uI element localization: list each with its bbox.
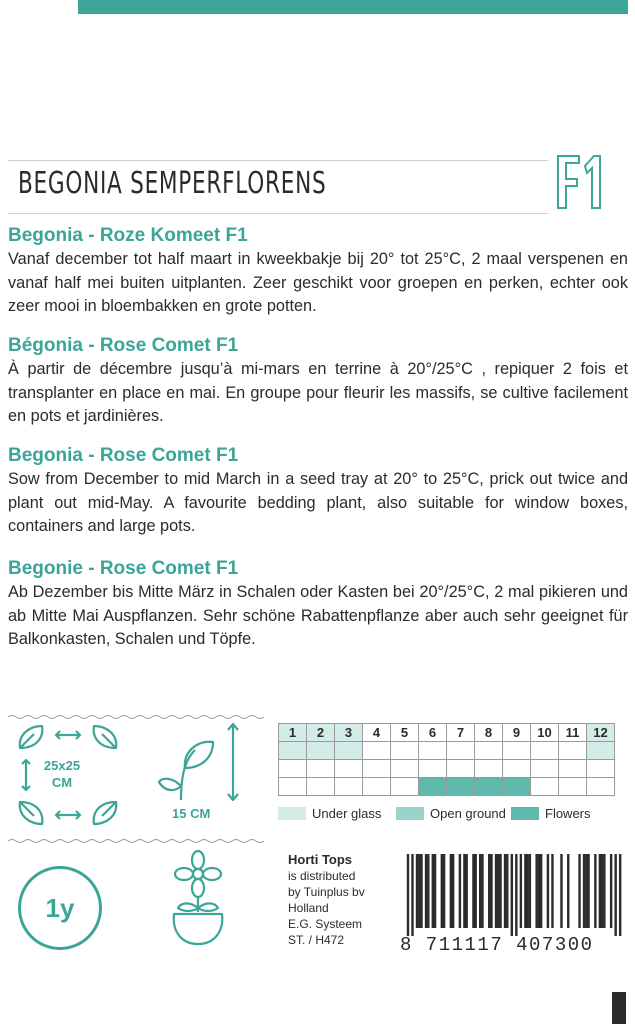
barcode-bar [529, 854, 531, 928]
product-title: BEGONIA SEMPERFLORENS [18, 166, 327, 201]
barcode-bar [472, 854, 474, 928]
barcode-bar [420, 854, 422, 928]
barcode-bar [601, 854, 603, 928]
barcode-bar [441, 854, 443, 928]
barcode-bar [515, 854, 517, 936]
barcode-bar [520, 854, 522, 928]
barcode-bar [585, 854, 587, 928]
section-heading-german: Begonie - Rose Comet F1 [8, 558, 239, 579]
calendar-cell [531, 760, 559, 778]
calendar-cell [307, 742, 335, 760]
barcode-bar [587, 854, 589, 928]
section-body-german: Ab Dezember bis Mitte März in Schalen oder Kasten bei 20°/25°C, 2 mal pikieren und ab Mitte Mai Auspflanzen. Sehr schöne Rabattenpflanze aber auch sehr geeignet für Balkonkasten, Schalen und Töpfe. [8, 583, 628, 648]
barcode-bar [497, 854, 499, 928]
calendar-row [279, 742, 615, 760]
calendar-cell [587, 760, 615, 778]
barcode-bar [443, 854, 445, 928]
calendar-cell [419, 778, 447, 796]
barcode-bar [567, 854, 569, 928]
f1-badge [555, 150, 605, 214]
calendar-cell [363, 760, 391, 778]
spacing-label [40, 757, 84, 791]
barcode-bar [524, 854, 526, 928]
barcode-bar [479, 854, 481, 928]
legend-label-under-glass: Under glass [312, 806, 382, 821]
section-french [8, 334, 628, 429]
barcode-bar [551, 854, 553, 928]
calendar-month-10: 10 [531, 724, 559, 742]
legend-open-ground [396, 806, 506, 821]
barcode-bar [418, 854, 420, 928]
barcode-bar [463, 854, 465, 928]
calendar-cell [419, 742, 447, 760]
barcode-bar [560, 854, 562, 928]
calendar-month-8: 8 [475, 724, 503, 742]
distributor-line: ST. / H472 [288, 933, 345, 947]
barcode-bar [506, 854, 508, 928]
legend-flowers [511, 806, 591, 821]
barcode-bar [610, 854, 612, 928]
calendar-month-1: 1 [279, 724, 307, 742]
barcode-bar [434, 854, 436, 928]
section-heading-french: Bégonia - Rose Comet F1 [8, 335, 239, 356]
barcode-bar [594, 854, 596, 928]
calendar-cell [503, 778, 531, 796]
calendar-cell [335, 760, 363, 778]
calendar-cell [335, 778, 363, 796]
corner-mark [612, 992, 626, 1024]
barcode-bar [459, 854, 461, 928]
calendar-cell [447, 742, 475, 760]
section-dutch [8, 224, 628, 319]
calendar-cell [559, 742, 587, 760]
barcode-bar [481, 854, 483, 928]
calendar-cell [279, 742, 307, 760]
barcode-bar [540, 854, 542, 928]
calendar-cell [335, 742, 363, 760]
barcode-bar [427, 854, 429, 928]
legend-under-glass [278, 806, 381, 821]
legend-swatch-under-glass [278, 807, 306, 820]
calendar-month-9: 9 [503, 724, 531, 742]
barcode-bar [504, 854, 506, 928]
legend-swatch-flowers [511, 807, 539, 820]
barcode-bar [583, 854, 585, 928]
legend-label-open-ground: Open ground [430, 806, 506, 821]
calendar-cell [503, 760, 531, 778]
annual-lifecycle-icon [18, 866, 102, 950]
section-body-french: À partir de décembre jusqu’à mi-mars en terrine à 20°/25°C , repiquer 2 fois et transplanter en place en mai. En groupe pour fleurir les massifs, se cultive facilement en pots et jardinières. [8, 360, 628, 425]
calendar-cell [307, 760, 335, 778]
calendar-cell [419, 760, 447, 778]
flower-pot-icon [158, 850, 238, 950]
distributor-line: Holland [288, 901, 329, 915]
calendar-cell [475, 778, 503, 796]
calendar-cell [587, 778, 615, 796]
calendar-cell [279, 778, 307, 796]
barcode-bar [416, 854, 418, 928]
barcode-bar [407, 854, 409, 936]
barcode-bar [450, 854, 452, 928]
calendar-cell [559, 760, 587, 778]
calendar-cell [503, 742, 531, 760]
distributor-line: by Tuinplus bv [288, 885, 365, 899]
barcode-bar [578, 854, 580, 928]
calendar-month-2: 2 [307, 724, 335, 742]
section-body-dutch: Vanaf december tot half maart in kweekbakje bij 20° tot 25°C, 2 maal verspenen en vanaf half mei buiten uitplanten. Zeer geschikt voor groepen en perken, echter ook zeer mooi in bloembakken en grote potten. [8, 250, 628, 315]
calendar-cell [391, 742, 419, 760]
calendar-cell [475, 760, 503, 778]
legend-label-flowers: Flowers [545, 806, 591, 821]
barcode-bar [535, 854, 537, 928]
distributor-line: E.G. Systeem [288, 917, 363, 931]
barcode-bar [490, 854, 492, 928]
calendar-month-3: 3 [335, 724, 363, 742]
barcode-bar [488, 854, 490, 928]
barcode-bar [538, 854, 540, 928]
barcode-bar [495, 854, 497, 928]
distributor-line: is distributed [288, 869, 356, 883]
barcode-bar [432, 854, 434, 928]
barcode-bar [499, 854, 501, 928]
f1-badge-text: F1 [555, 150, 557, 151]
barcode-bar [599, 854, 601, 928]
barcode-number: 8 711117 407300 [400, 934, 594, 956]
calendar-cell [447, 760, 475, 778]
barcode-bar [619, 854, 621, 936]
top-color-bar [78, 0, 628, 14]
wavy-divider-top [8, 714, 264, 720]
spacing-unit: CM [51, 775, 73, 790]
calendar-month-6: 6 [419, 724, 447, 742]
barcode-bar [511, 854, 513, 936]
distributor-brand: Horti Tops [288, 852, 353, 867]
calendar-month-4: 4 [363, 724, 391, 742]
section-heading-dutch: Begonia - Roze Komeet F1 [8, 225, 248, 246]
barcode-bar [425, 854, 427, 928]
distributor-info [288, 852, 365, 948]
calendar-cell [587, 742, 615, 760]
calendar-cell [447, 778, 475, 796]
barcode-bar [526, 854, 528, 928]
barcode [400, 854, 628, 936]
calendar-cell [279, 760, 307, 778]
calendar-month-row [279, 724, 615, 742]
barcode-bar [603, 854, 605, 928]
barcode-bar [452, 854, 454, 928]
barcode-bar [614, 854, 616, 936]
calendar-row [279, 778, 615, 796]
sowing-calendar [278, 723, 615, 796]
section-body-english: Sow from December to mid March in a seed tray at 20° to 25°C, prick out twice and plant out mid-May. A favourite bedding plant, also suitable for window boxes, containers and large pots. [8, 470, 628, 535]
calendar-cell [531, 742, 559, 760]
calendar-cell [363, 742, 391, 760]
calendar-month-7: 7 [447, 724, 475, 742]
barcode-bar [474, 854, 476, 928]
barcode-bar [411, 854, 413, 936]
barcode-bar [547, 854, 549, 928]
calendar-month-5: 5 [391, 724, 419, 742]
calendar-cell [559, 778, 587, 796]
calendar-row [279, 760, 615, 778]
calendar-cell [363, 778, 391, 796]
calendar-cell [391, 778, 419, 796]
barcode-bar [465, 854, 467, 928]
calendar-month-11: 11 [559, 724, 587, 742]
section-heading-english: Begonia - Rose Comet F1 [8, 445, 239, 466]
calendar-cell [391, 760, 419, 778]
calendar-cell [475, 742, 503, 760]
spacing-value: 25x25 [43, 758, 81, 773]
plant-height-label: 15 CM [172, 806, 211, 821]
plant-height-icon [155, 720, 250, 805]
section-english [8, 444, 628, 539]
wavy-divider [8, 838, 264, 844]
lifecycle-label: 1y [45, 892, 75, 923]
calendar-cell [531, 778, 559, 796]
calendar-month-12: 12 [587, 724, 615, 742]
legend-swatch-open-ground [396, 807, 424, 820]
section-german [8, 557, 628, 652]
calendar-cell [307, 778, 335, 796]
